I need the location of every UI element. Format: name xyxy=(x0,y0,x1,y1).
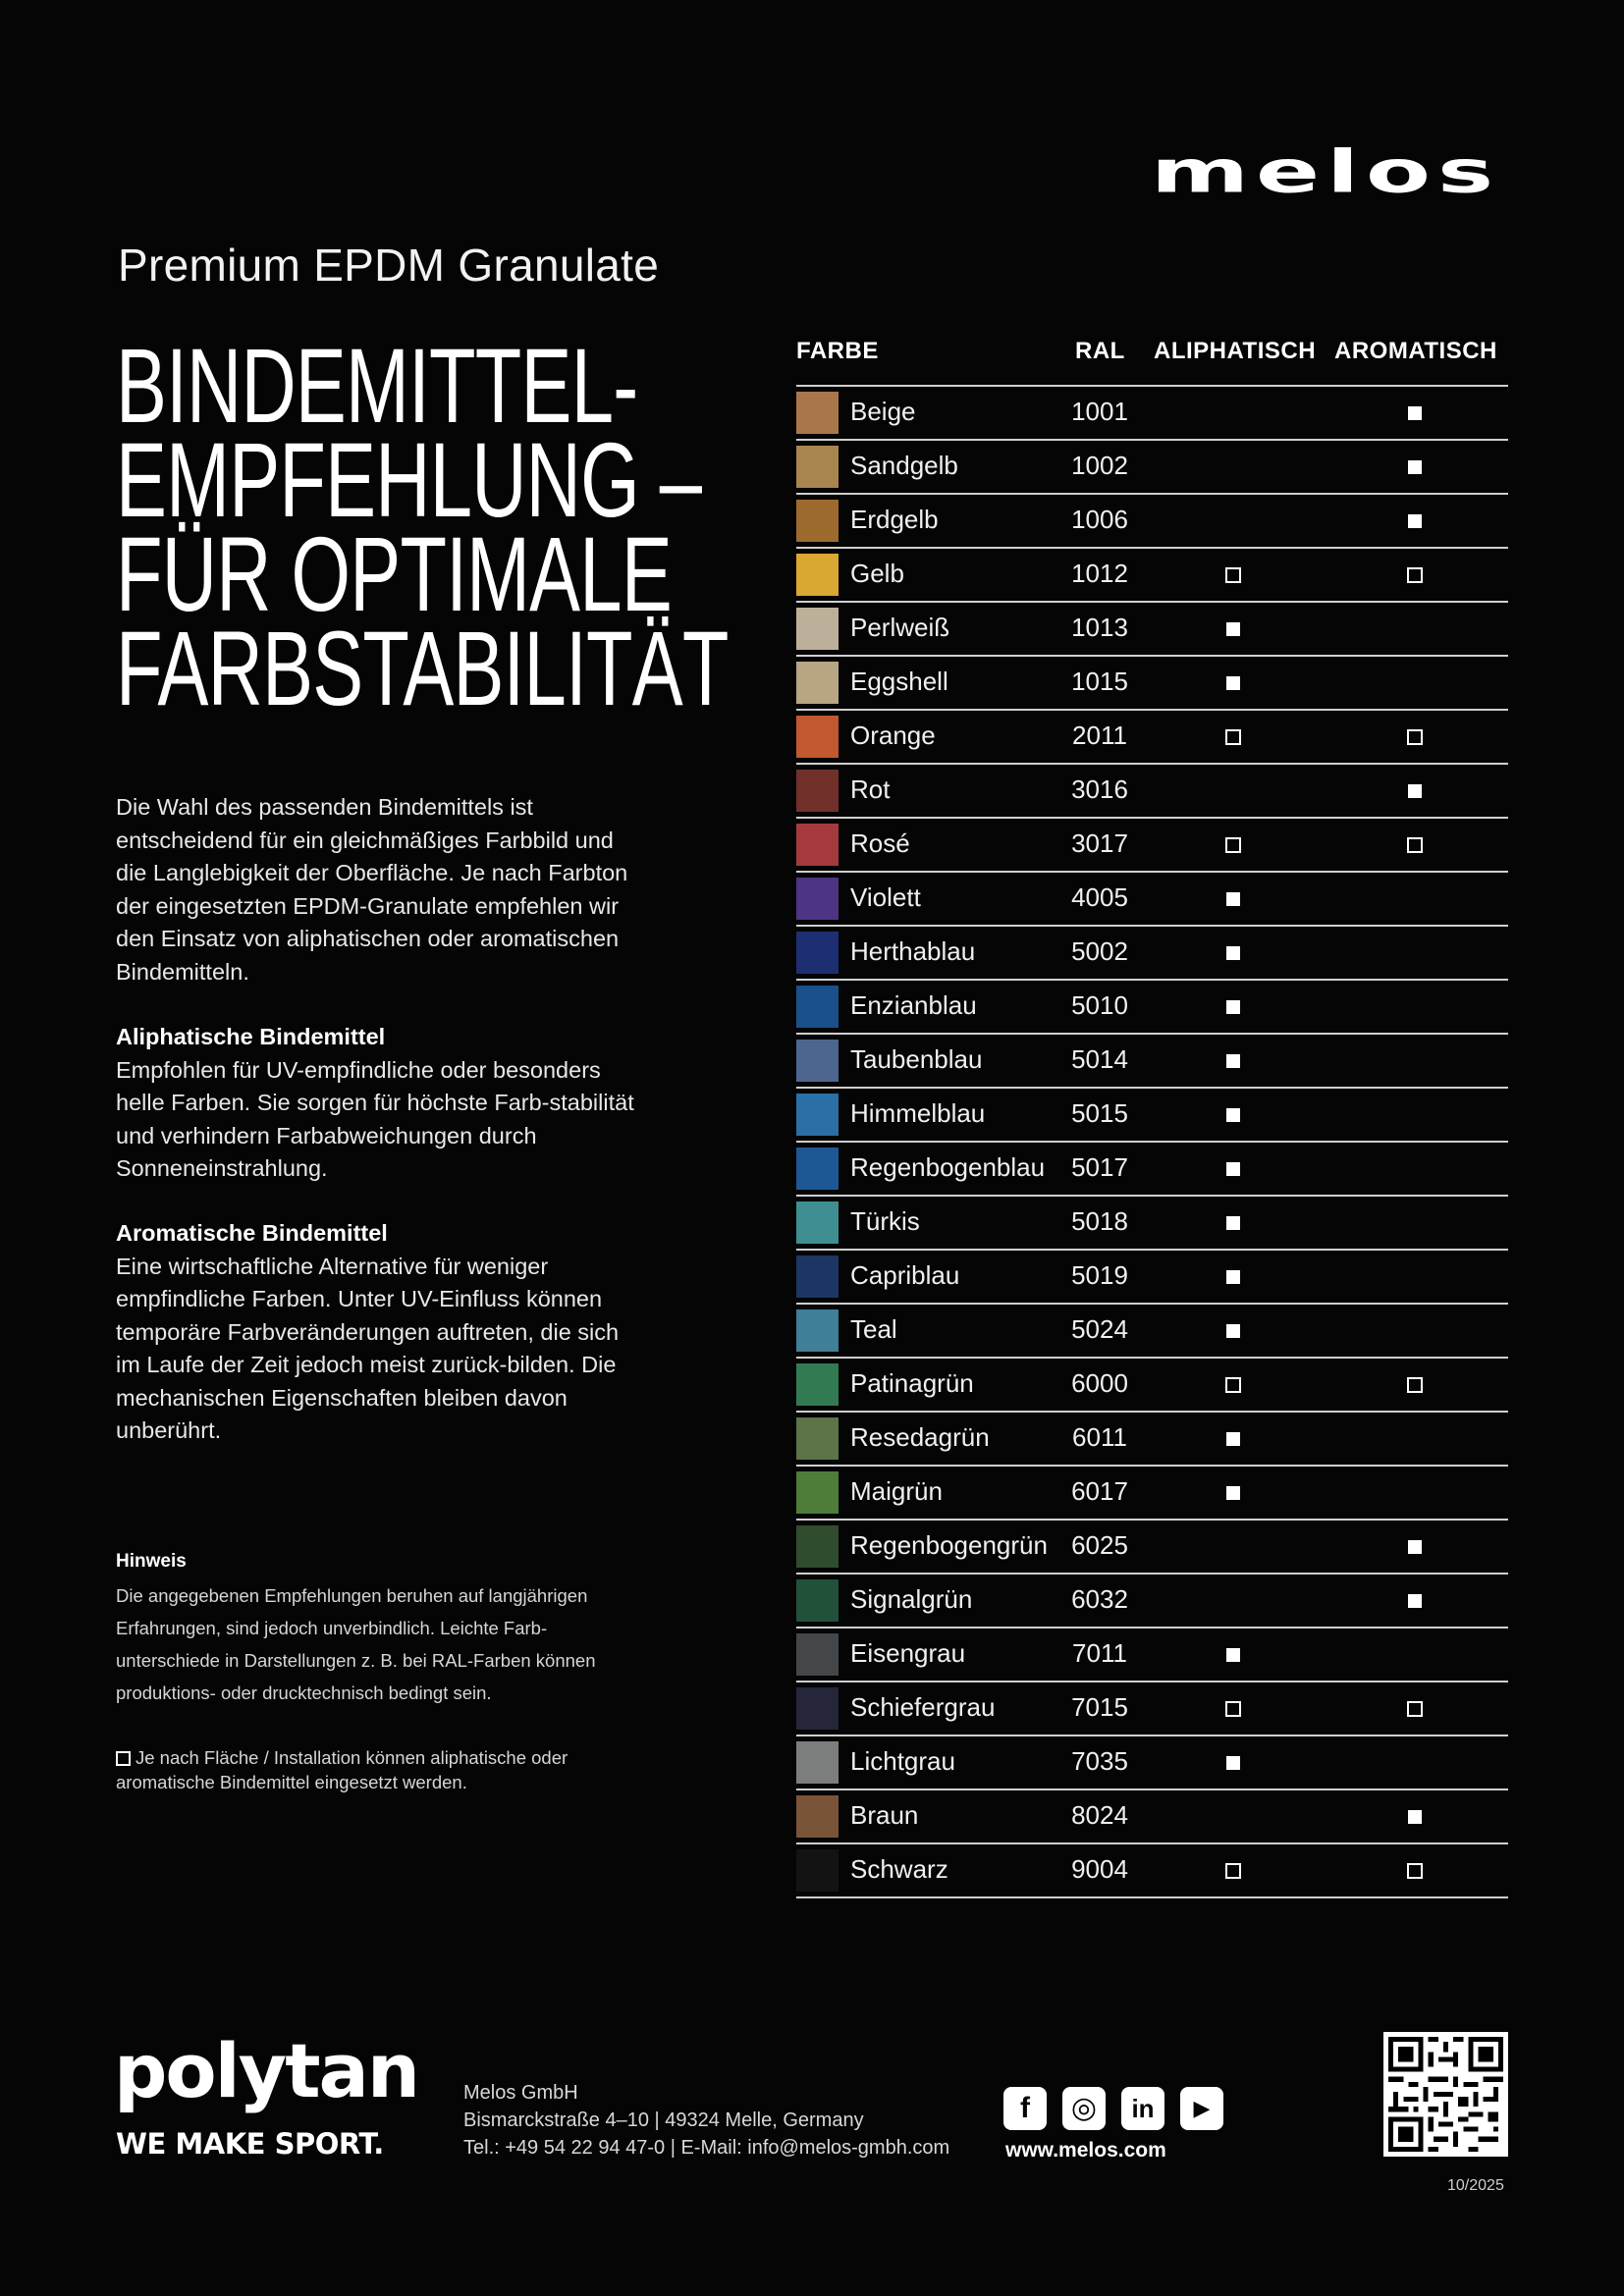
aliphatic-filled-square-icon xyxy=(1226,1648,1240,1662)
color-swatch xyxy=(796,716,839,758)
ral-code: 3016 xyxy=(1071,774,1128,804)
color-name: Beige xyxy=(850,397,916,426)
color-swatch xyxy=(796,608,839,650)
color-name: Resedagrün xyxy=(850,1422,990,1452)
ral-code: 3017 xyxy=(1071,828,1128,858)
color-name: Capriblau xyxy=(850,1260,960,1290)
color-name: Himmelblau xyxy=(850,1098,986,1128)
headline-line: BINDEMITTEL- xyxy=(116,326,638,445)
color-name: Lichtgrau xyxy=(850,1746,955,1776)
aromatic-filled-square-icon xyxy=(1408,514,1422,528)
header-ral: RAL xyxy=(1075,338,1125,364)
headline-line: FÜR OPTIMALE xyxy=(116,514,672,633)
table-row xyxy=(796,1305,1508,1359)
aromatic-filled-square-icon xyxy=(1408,1540,1422,1554)
ral-code: 6011 xyxy=(1072,1422,1127,1452)
ral-code: 2011 xyxy=(1072,721,1127,750)
color-name: Gelb xyxy=(850,559,904,588)
aliphatic-filled-square-icon xyxy=(1226,1432,1240,1446)
aromatic-filled-square-icon xyxy=(1408,1810,1422,1824)
color-name: Braun xyxy=(850,1800,919,1830)
aromatic-section xyxy=(116,1217,636,1448)
ral-code: 5010 xyxy=(1071,990,1128,1020)
color-name: Orange xyxy=(850,721,936,750)
aliphatic-filled-square-icon xyxy=(1226,1270,1240,1284)
aliphatic-outline-square-icon xyxy=(1225,567,1241,583)
ral-code: 4005 xyxy=(1071,882,1128,912)
color-name: Erdgelb xyxy=(850,505,939,534)
aliphatic-filled-square-icon xyxy=(1226,1324,1240,1338)
color-name: Teal xyxy=(850,1314,897,1344)
color-swatch xyxy=(796,662,839,704)
ral-code: 5002 xyxy=(1071,936,1128,966)
table-row xyxy=(796,1359,1508,1413)
linkedin-icon[interactable] xyxy=(1121,2087,1164,2130)
color-swatch xyxy=(796,770,839,812)
color-name: Perlweiß xyxy=(850,613,950,642)
table-row xyxy=(796,549,1508,603)
aliphatic-outline-square-icon xyxy=(1225,837,1241,853)
ral-code: 5017 xyxy=(1071,1152,1128,1182)
aliphatic-filled-square-icon xyxy=(1226,1054,1240,1068)
social-icons xyxy=(1003,2087,1239,2130)
aliphatic-filled-square-icon xyxy=(1226,892,1240,906)
ral-code: 5018 xyxy=(1071,1206,1128,1236)
color-swatch xyxy=(796,1040,839,1082)
color-name: Signalgrün xyxy=(850,1584,973,1614)
note-text: Die angegebenen Empfehlungen beruhen auf langjährigen Erfahrungen, sind jedoch unverbindlich. Leichte Farb-unterschiede in Darstellungen z. B. bei RAL-Farben können produktions- oder drucktechnisch bedingt sein. xyxy=(116,1585,596,1703)
color-swatch xyxy=(796,500,839,542)
color-swatch xyxy=(796,1201,839,1244)
table-row xyxy=(796,819,1508,873)
headline xyxy=(116,326,729,727)
ral-code: 9004 xyxy=(1071,1854,1128,1884)
aromatic-outline-square-icon xyxy=(1407,729,1423,745)
table-row xyxy=(796,1035,1508,1089)
color-swatch xyxy=(796,1148,839,1190)
note-title: Hinweis xyxy=(116,1551,187,1572)
aliphatic-outline-square-icon xyxy=(1225,729,1241,745)
color-name: Enzianblau xyxy=(850,990,977,1020)
date: 10/2025 xyxy=(1447,2177,1504,2194)
color-swatch xyxy=(796,1849,839,1892)
table-row xyxy=(796,1467,1508,1521)
table-row xyxy=(796,1736,1508,1790)
aromatic-outline-square-icon xyxy=(1407,1377,1423,1393)
ral-code: 6025 xyxy=(1071,1530,1128,1560)
ral-code: 5015 xyxy=(1071,1098,1128,1128)
qr-code-graphic xyxy=(1383,2032,1508,2157)
social-glyph: f xyxy=(1020,2092,1030,2124)
color-name: Sandgelb xyxy=(850,451,958,480)
instagram-icon[interactable] xyxy=(1062,2087,1106,2130)
table-row xyxy=(796,495,1508,549)
aliphatic-filled-square-icon xyxy=(1226,1162,1240,1176)
website-link[interactable]: www.melos.com xyxy=(1005,2139,1166,2162)
ral-code: 1002 xyxy=(1071,451,1128,480)
aromatic-outline-square-icon xyxy=(1407,1701,1423,1717)
color-name: Türkis xyxy=(850,1206,920,1236)
aliphatic-outline-square-icon xyxy=(1225,1863,1241,1879)
aliphatic-text: Empfohlen für UV-empfindliche oder besonders helle Farben. Sie sorgen für höchste Farb-stabilität und verhindern Farbabweichungen durch Sonneneinstrahlung. xyxy=(116,1056,634,1181)
street: Bismarckstraße 4–10 | 49324 Melle, Germany xyxy=(463,2109,864,2131)
aromatic-outline-square-icon xyxy=(1407,837,1423,853)
social-glyph: in xyxy=(1131,2094,1155,2123)
color-name: Taubenblau xyxy=(850,1044,983,1074)
aromatic-outline-square-icon xyxy=(1407,1863,1423,1879)
ral-code: 7035 xyxy=(1071,1746,1128,1776)
color-table xyxy=(796,334,1508,1898)
color-name: Patinagrün xyxy=(850,1368,974,1398)
color-name: Regenbogenblau xyxy=(850,1152,1046,1182)
polytan-logo: polytan xyxy=(114,2027,418,2114)
ral-code: 6032 xyxy=(1071,1584,1128,1614)
aliphatic-filled-square-icon xyxy=(1226,1756,1240,1770)
color-name: Maigrün xyxy=(850,1476,943,1506)
table-row xyxy=(796,927,1508,981)
table-row xyxy=(796,1413,1508,1467)
header-farbe: FARBE xyxy=(796,338,879,364)
header-aliphatisch: ALIPHATISCH xyxy=(1154,338,1317,364)
color-name: Eggshell xyxy=(850,667,948,696)
color-swatch xyxy=(796,1255,839,1298)
color-swatch xyxy=(796,1687,839,1730)
table-row xyxy=(796,387,1508,441)
color-swatch xyxy=(796,1094,839,1136)
legend xyxy=(116,1745,666,1794)
aromatic-text: Eine wirtschaftliche Alternative für weniger empfindliche Farben. Unter UV-Einfluss können temporäre Farbveränderungen auftreten, die sich im Laufe der Zeit jedoch meist zurück-bilden. Die mechanischen Eigenschaften bleiben davon unberührt. xyxy=(116,1253,620,1443)
table-row xyxy=(796,1143,1508,1197)
legend-text: Je nach Fläche / Installation können aliphatische oder aromatische Bindemittel eingesetzt werden. xyxy=(116,1747,568,1792)
table-row xyxy=(796,1089,1508,1143)
table-row xyxy=(796,1844,1508,1898)
color-swatch xyxy=(796,824,839,866)
table-row xyxy=(796,873,1508,927)
aliphatic-outline-square-icon xyxy=(1225,1377,1241,1393)
color-name: Eisengrau xyxy=(850,1638,966,1668)
color-name: Herthablau xyxy=(850,936,976,966)
color-swatch xyxy=(796,1471,839,1514)
table-row xyxy=(796,1629,1508,1682)
ral-code: 5024 xyxy=(1071,1314,1128,1344)
table-row xyxy=(796,603,1508,657)
color-swatch xyxy=(796,1579,839,1622)
ral-code: 1006 xyxy=(1071,505,1128,534)
aliphatic-filled-square-icon xyxy=(1226,676,1240,690)
facebook-icon[interactable] xyxy=(1003,2087,1047,2130)
table-row xyxy=(796,981,1508,1035)
social-glyph: ◎ xyxy=(1070,2092,1098,2124)
aromatic-filled-square-icon xyxy=(1408,406,1422,420)
subtitle: Premium EPDM Granulate xyxy=(118,240,660,291)
aliphatic-outline-square-icon xyxy=(1225,1701,1241,1717)
header-aromatisch: AROMATISCH xyxy=(1334,338,1497,364)
ral-code: 6017 xyxy=(1071,1476,1128,1506)
aromatic-filled-square-icon xyxy=(1408,1594,1422,1608)
table-row xyxy=(796,1682,1508,1736)
aliphatic-filled-square-icon xyxy=(1226,622,1240,636)
color-swatch xyxy=(796,392,839,434)
color-name: Schwarz xyxy=(850,1854,948,1884)
ral-code: 7011 xyxy=(1072,1638,1127,1668)
aromatic-outline-square-icon xyxy=(1407,567,1423,583)
ral-code: 1001 xyxy=(1071,397,1128,426)
color-name: Rosé xyxy=(850,828,910,858)
company-name: Melos GmbH xyxy=(463,2082,578,2104)
color-name: Schiefergrau xyxy=(850,1692,996,1722)
table-row xyxy=(796,711,1508,765)
headline-line: FARBSTABILITÄT xyxy=(116,609,729,727)
table-row xyxy=(796,1521,1508,1575)
table-row xyxy=(796,441,1508,495)
aromatic-filled-square-icon xyxy=(1408,460,1422,474)
aromatic-filled-square-icon xyxy=(1408,784,1422,798)
color-swatch xyxy=(796,1795,839,1838)
color-swatch xyxy=(796,878,839,920)
social-glyph: ▶ xyxy=(1193,2096,1211,2120)
color-swatch xyxy=(796,1525,839,1568)
ral-code: 6000 xyxy=(1071,1368,1128,1398)
table-row xyxy=(796,657,1508,711)
intro-text: Die Wahl des passenden Bindemittels ist entscheidend für ein gleichmäßiges Farbbild und die Langlebigkeit der Oberfläche. Je nach Farbton der eingesetzten EPDM-Granulate empfehlen wir den Einsatz von aliphatischen oder aromatischen Bindemitteln. xyxy=(116,794,628,985)
table-row xyxy=(796,1197,1508,1251)
contact: Tel.: +49 54 22 94 47-0 | E-Mail: info@melos-gmbh.com xyxy=(463,2137,950,2159)
table-body xyxy=(796,387,1508,1898)
aliphatic-filled-square-icon xyxy=(1226,946,1240,960)
color-swatch xyxy=(796,1363,839,1406)
color-swatch xyxy=(796,1741,839,1784)
address xyxy=(463,2079,949,2162)
youtube-icon[interactable] xyxy=(1180,2087,1223,2130)
color-swatch xyxy=(796,1309,839,1352)
aliphatic-section xyxy=(116,1021,636,1186)
ral-code: 5014 xyxy=(1071,1044,1128,1074)
ral-code: 1013 xyxy=(1071,613,1128,642)
aliphatic-filled-square-icon xyxy=(1226,1486,1240,1500)
color-swatch xyxy=(796,986,839,1028)
table-header xyxy=(796,334,1508,387)
aliphatic-title: Aliphatische Bindemittel xyxy=(116,1024,386,1049)
ral-code: 5019 xyxy=(1071,1260,1128,1290)
ral-code: 1012 xyxy=(1071,559,1128,588)
slogan: WE MAKE SPORT. xyxy=(116,2127,384,2161)
headline-line: EMPFEHLUNG – xyxy=(116,420,702,539)
table-row xyxy=(796,765,1508,819)
aromatic-title: Aromatische Bindemittel xyxy=(116,1220,388,1246)
melos-logo: melos xyxy=(1151,137,1501,206)
ral-code: 1015 xyxy=(1071,667,1128,696)
color-name: Rot xyxy=(850,774,891,804)
aliphatic-filled-square-icon xyxy=(1226,1000,1240,1014)
qr-code xyxy=(1383,2032,1508,2157)
color-swatch xyxy=(796,1633,839,1676)
aliphatic-filled-square-icon xyxy=(1226,1108,1240,1122)
outline-square-icon xyxy=(116,1751,131,1766)
color-swatch xyxy=(796,1417,839,1460)
table-row xyxy=(796,1251,1508,1305)
color-swatch xyxy=(796,932,839,974)
table-row xyxy=(796,1575,1508,1629)
ral-code: 8024 xyxy=(1071,1800,1128,1830)
aliphatic-filled-square-icon xyxy=(1226,1216,1240,1230)
table-row xyxy=(796,1790,1508,1844)
color-swatch xyxy=(796,446,839,488)
color-name: Violett xyxy=(850,882,921,912)
color-name: Regenbogengrün xyxy=(850,1530,1048,1560)
ral-code: 7015 xyxy=(1071,1692,1128,1722)
color-swatch xyxy=(796,554,839,596)
